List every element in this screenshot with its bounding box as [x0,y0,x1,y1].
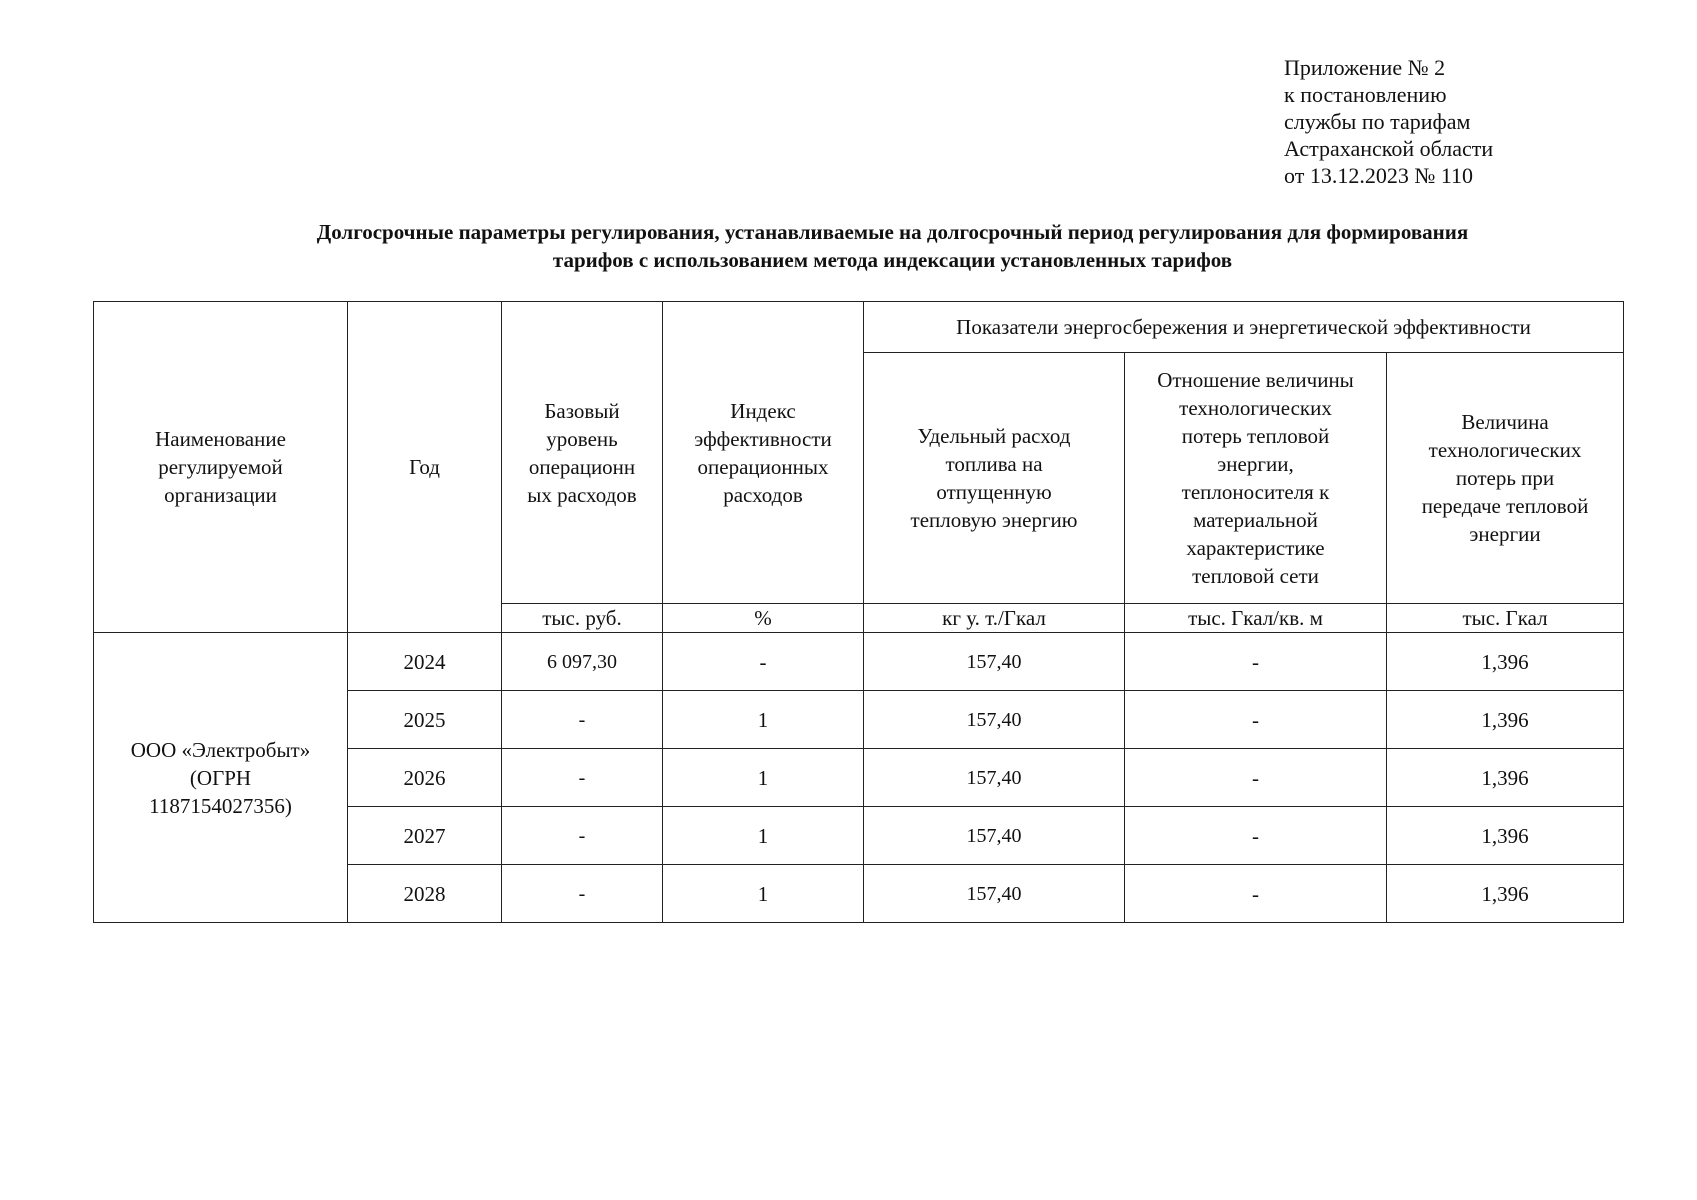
cell-year: 2028 [348,865,502,923]
cell-losses: 1,396 [1387,633,1624,691]
document-title [150,218,1635,274]
cell-base-opex: - [502,691,663,749]
title-line: Долгосрочные параметры регулирования, устанавливаемые на долгосрочный период регулирования для формирования [316,220,1469,244]
cell-year: 2027 [348,807,502,865]
cell-fuel: 157,40 [864,807,1125,865]
cell-loss-ratio: - [1125,633,1387,691]
header-text-line: передаче тепловой [1421,494,1589,518]
organization-line: (ОГРН [189,765,252,790]
header-loss-ratio [1125,353,1387,604]
header-text-line: Индекс [730,398,796,423]
header-fuel-consumption [864,353,1125,604]
cell-fuel: 157,40 [864,865,1125,923]
header-organization [94,302,348,633]
cell-fuel: 157,40 [864,691,1125,749]
header-text-line: Удельный расход [917,424,1071,448]
organization-line: 1187154027356) [149,793,292,818]
header-text-line: организации [164,483,277,507]
header-text-line: тепловой сети [1192,564,1319,588]
appendix-line: к постановлению [1284,82,1447,107]
appendix-block [1284,54,1493,189]
cell-base-opex: - [502,807,663,865]
cell-fuel: 157,40 [864,749,1125,807]
header-year [348,302,502,633]
unit-base-opex: тыс. руб. [502,604,663,633]
header-row-group [94,302,1624,353]
header-text-line: топлива на [945,452,1043,476]
unit-loss-ratio: тыс. Гкал/кв. м [1125,604,1387,633]
header-text-line: энергии [1469,522,1541,546]
cell-efficiency-index: - [663,633,864,691]
cell-year: 2024 [348,633,502,691]
unit-losses: тыс. Гкал [1387,604,1624,633]
cell-loss-ratio: - [1125,691,1387,749]
header-text-line: уровень [546,426,618,451]
unit-fuel: кг у. т./Гкал [864,604,1125,633]
header-text-line: теплоносителя к [1181,480,1330,504]
header-text-line: технологических [1428,438,1582,462]
cell-loss-ratio: - [1125,807,1387,865]
header-base-opex [502,302,663,604]
appendix-line: службы по тарифам [1284,109,1471,134]
cell-year: 2026 [348,749,502,807]
header-text-line: расходов [723,482,803,507]
header-text-line: технологических [1179,396,1332,420]
header-text-line: тепловую энергию [910,508,1078,532]
cell-losses: 1,396 [1387,865,1624,923]
cell-year: 2025 [348,691,502,749]
header-text-line: операционн [528,454,636,479]
header-text-line: потерь при [1455,466,1555,490]
organization-line: ООО «Электробыт» [130,737,311,762]
cell-efficiency-index: 1 [663,807,864,865]
header-text-line: операционных [697,454,829,479]
unit-efficiency-index: % [663,604,864,633]
cell-efficiency-index: 1 [663,865,864,923]
cell-losses: 1,396 [1387,749,1624,807]
cell-efficiency-index: 1 [663,749,864,807]
header-text-line: эффективности [694,426,832,451]
header-text-line: отпущенную [936,480,1052,504]
parameters-table [93,301,1624,923]
title-line: тарифов с использованием метода индексации установленных тарифов [552,248,1233,272]
cell-base-opex: - [502,865,663,923]
header-text-line: Величина [1461,410,1549,434]
cell-losses: 1,396 [1387,807,1624,865]
cell-efficiency-index: 1 [663,691,864,749]
cell-losses: 1,396 [1387,691,1624,749]
header-text-line: Базовый [544,398,620,423]
organization-cell [94,633,348,923]
header-text-line: Наименование [155,427,286,451]
cell-loss-ratio: - [1125,749,1387,807]
header-energy-group: Показатели энергосбережения и энергетической эффективности [864,302,1624,353]
header-text-line: регулируемой [158,455,283,479]
appendix-line: Астраханской области [1284,136,1494,161]
appendix-line: от 13.12.2023 № 110 [1284,163,1473,188]
cell-fuel: 157,40 [864,633,1125,691]
header-text-line: потерь тепловой [1181,424,1330,448]
table-row [94,633,1624,691]
cell-base-opex: - [502,749,663,807]
header-text-line: Год [409,455,440,479]
appendix-line: Приложение № 2 [1284,55,1446,80]
header-efficiency-index [663,302,864,604]
header-text-line: ых расходов [527,482,637,507]
header-text-line: энергии, [1217,452,1294,476]
header-tech-losses [1387,353,1624,604]
header-text-line: Отношение величины [1157,368,1354,392]
cell-loss-ratio: - [1125,865,1387,923]
header-text-line: характеристике [1186,536,1325,560]
header-text-line: материальной [1193,508,1318,532]
cell-base-opex: 6 097,30 [502,633,663,691]
